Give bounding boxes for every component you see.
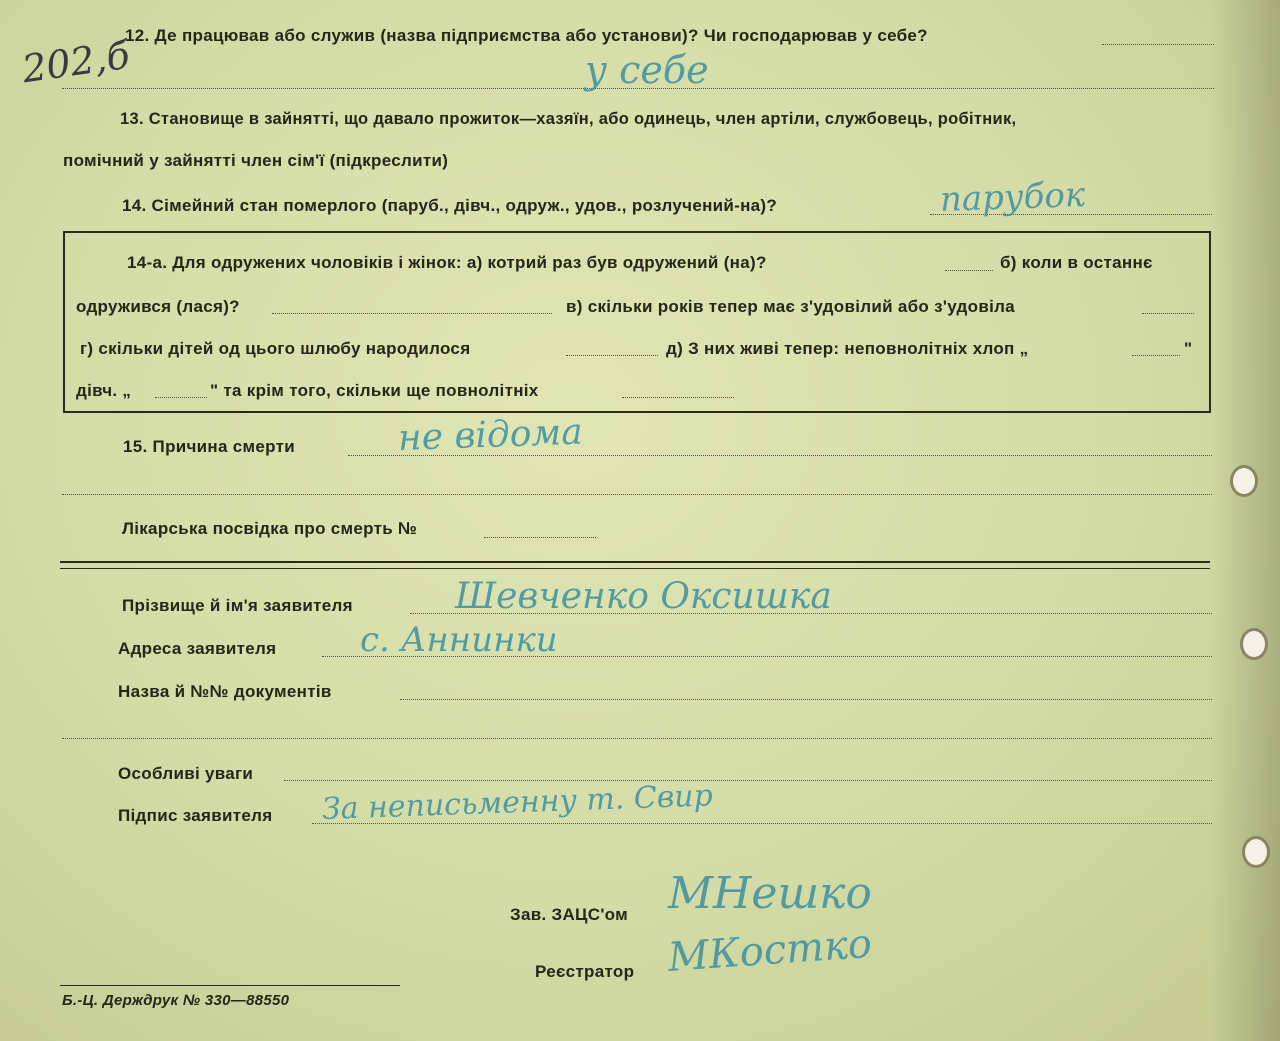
q15-extra-line xyxy=(62,494,1212,495)
binding-hole-1 xyxy=(1230,465,1258,497)
medical-label: Лікарська посвідка про смерть № xyxy=(122,519,418,538)
applicant-docs-extra-line xyxy=(62,738,1212,739)
applicant-signature-dots xyxy=(312,823,1212,824)
q13-line1: 13. Становище в зайнятті, що давало прожиток—хазяїн, або одинець, член артіли, службовець, робітник, xyxy=(120,110,1017,128)
applicant-signature-value: За неписьменну т. Свир xyxy=(321,778,714,827)
registrar-signature: МКостко xyxy=(666,920,874,981)
page-edge-shadow xyxy=(1210,0,1280,1041)
q14-answer: парубок xyxy=(939,174,1086,220)
q14a-line1b: б) коли в останнє xyxy=(1000,253,1153,272)
q14a-line2a: одружився (лася)? xyxy=(76,297,240,316)
applicant-name-label: Прізвище й ім'я заявителя xyxy=(122,596,353,615)
q14a-line4b: " та крім того, скільки ще повнолітніх xyxy=(210,381,539,400)
q14a-line4a: дівч. „ xyxy=(76,381,132,400)
q14a-dots-6 xyxy=(155,397,207,398)
head-label: Зав. ЗАЦС'ом xyxy=(510,905,629,924)
q15-answer: не відома xyxy=(397,411,584,459)
q14a-dots-5 xyxy=(1132,355,1180,356)
q15-label: 15. Причина смерти xyxy=(123,437,295,456)
medical-dots xyxy=(484,537,596,538)
applicant-notes-dots xyxy=(284,780,1212,781)
q13-line2: помічний у зайнятті член сім'ї (підкреслити) xyxy=(63,151,449,170)
q14a-line3a: г) скільки дітей од цього шлюбу народилося xyxy=(80,339,471,358)
q14a-dots-1 xyxy=(945,270,993,271)
q14-label: 14. Сімейний стан померлого (паруб., дівч., одруж., удов., розлучений-на)? xyxy=(122,196,778,215)
q14a-line3c: " xyxy=(1184,339,1193,358)
applicant-docs-dots xyxy=(400,699,1212,700)
q12-label: 12. Де працював або служив (назва підприємства або установи)? Чи господарював у себе? xyxy=(125,26,928,45)
q12-dots xyxy=(1102,44,1214,45)
applicant-name-value: Шевченко Оксишка xyxy=(455,576,832,617)
q14a-dots-4 xyxy=(566,355,658,356)
applicant-docs-label: Назва й №№ документів xyxy=(118,682,332,701)
registrar-label: Реєстратор xyxy=(535,962,635,981)
binding-hole-3 xyxy=(1242,836,1270,868)
q14a-line3b: д) З них живі тепер: неповнолітніх хлоп „ xyxy=(666,339,1029,358)
applicant-signature-label: Підпис заявителя xyxy=(118,806,273,825)
q14a-line1a: 14-а. Для одружених чоловіків і жінок: а) котрий раз був одружений (на)? xyxy=(127,253,767,272)
separator-rule-2 xyxy=(60,568,1210,569)
printer-rule xyxy=(60,985,400,986)
q14a-dots-2 xyxy=(272,313,552,314)
applicant-address-value: с. Аннинки xyxy=(360,620,558,660)
applicant-address-label: Адреса заявителя xyxy=(118,639,277,658)
corner-note: 202,б xyxy=(19,32,133,92)
q14a-line2b: в) скільки років тепер має з'удовілий або з'удовіла xyxy=(566,297,1015,316)
q14a-dots-3 xyxy=(1142,313,1194,314)
head-signature: МНешко xyxy=(668,868,872,919)
q14a-dots-7 xyxy=(622,397,734,398)
printer-imprint: Б.-Ц. Держдрук № 330—88550 xyxy=(62,992,290,1009)
binding-hole-2 xyxy=(1240,628,1268,660)
applicant-notes-label: Особливі уваги xyxy=(118,764,254,783)
separator-rule-1 xyxy=(60,561,1210,563)
q12-answer: у себе xyxy=(585,48,709,92)
